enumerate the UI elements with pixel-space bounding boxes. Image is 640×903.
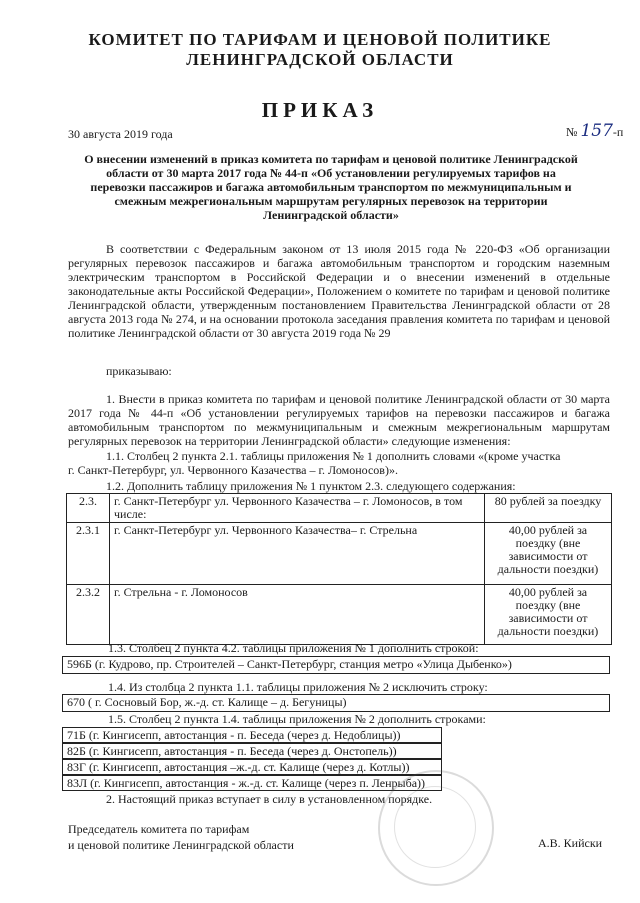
tariff-value: 40,00 рублей за поездку (вне зависимости от дальности поездки) <box>485 523 612 585</box>
route-name: г. Стрельна - г. Ломоносов <box>110 585 485 645</box>
tariff-table <box>66 493 612 645</box>
org-name-line2: ЛЕНИНГРАДСКОЙ ОБЛАСТИ <box>186 50 454 69</box>
item-2-line: 2. Настоящий приказ вступает в силу в установленном порядке. <box>106 792 433 806</box>
route-row-71b: 71Б (г. Кингисепп, автостанция - п. Беседа (через д. Недоблицы)) <box>62 727 442 743</box>
row-number: 2.3.2 <box>67 585 110 645</box>
number-prefix: № <box>566 125 578 139</box>
row-number: 2.3.1 <box>67 523 110 585</box>
signatory-position-line1: Председатель комитета по тарифам <box>68 822 250 836</box>
table-row <box>67 585 612 645</box>
signatory-name: А.В. Кийски <box>538 836 603 850</box>
row-number: 2.3. <box>67 494 110 523</box>
item-1-paragraph: 1. Внести в приказ комитета по тарифам и ценовой политике Ленинградской области от 30 марта 2017 года № 44-п «Об установлении регулируемых тарифов на перевозки пассажиров и багажа автомобильным транспортом по межмуниципальным и смежным межрегиональным маршрутам регулярных перевозок на территории Ленинградской области» следующие изменения: <box>68 392 610 448</box>
official-seal <box>378 770 494 886</box>
number-handwritten: 157 <box>580 121 613 141</box>
tariff-value: 80 рублей за поездку <box>485 494 612 523</box>
item-1-3-line: 1.3. Столбец 2 пункта 4.2. таблицы приложения № 1 дополнить строкой: <box>108 641 479 655</box>
route-row-83g: 83Г (г. Кингисепп, автостанция –ж.-д. ст. Калище (через д. Котлы)) <box>62 759 442 775</box>
item-1-1-line2: г. Санкт-Петербург, ул. Червонного Казачества – г. Ломоносов)». <box>68 463 398 477</box>
document-number <box>566 121 623 141</box>
number-suffix: -п <box>612 125 624 139</box>
route-row-82b: 82Б (г. Кингисепп, автостанция - п. Беседа (через д. Онстопель)) <box>62 743 442 759</box>
item-1-2-line: 1.2. Дополнить таблицу приложения № 1 пунктом 2.3. следующего содержания: <box>106 479 516 493</box>
document-date: 30 августа 2019 года <box>68 127 173 141</box>
preamble-paragraph: В соответствии с Федеральным законом от 13 июля 2015 года № 220-ФЗ «Об организации регулярных перевозок пассажиров и багажа автомобильным транспортом и городским наземным электрическим транспортом в Российской Федерации и о внесении изменений в отдельные законодательные акты Российской Федерации», Положением о комитете по тарифам и ценовой политике Ленинградской области, утвержденным постановлением Правительства Ленинградской области от 28 августа 2013 года № 274, и на основании протокола заседания правления комитета по тарифам и ценовой политике Ленинградской области от 30 августа 2019 года № 29 <box>68 242 610 340</box>
org-name-line1: КОМИТЕТ ПО ТАРИФАМ И ЦЕНОВОЙ ПОЛИТИКЕ <box>88 30 552 49</box>
route-row-596b: 596Б (г. Кудрово, пр. Строителей – Санкт-Петербург, станция метро «Улица Дыбенко») <box>62 656 610 674</box>
document-subject: О внесении изменений в приказ комитета по тарифам и ценовой политике Ленинградской области от 30 марта 2017 года № 44-п «Об установлении регулируемых тарифов на перевозки пассажиров и багажа автомобильным транспортом по межмуниципальным и смежным межрегиональным маршрутам регулярных перевозок на территории Ленинградской области» <box>84 152 578 222</box>
document-title: ПРИКАЗ <box>261 98 379 122</box>
route-name: г. Санкт-Петербург ул. Червонного Казачества – г. Ломоносов, в том числе: <box>110 494 485 523</box>
table-row <box>67 494 612 523</box>
item-1-5-line: 1.5. Столбец 2 пункта 1.4. таблицы приложения № 2 дополнить строками: <box>108 712 486 726</box>
route-name: г. Санкт-Петербург ул. Червонного Казачества– г. Стрельна <box>110 523 485 585</box>
tariff-value: 40,00 рублей за поездку (вне зависимости от дальности поездки) <box>485 585 612 645</box>
route-row-83l: 83Л (г. Кингисепп, автостанция - ж.-д. ст. Калище (через п. Ленрыба)) <box>62 775 442 791</box>
table-row <box>67 523 612 585</box>
signatory-position-line2: и ценовой политике Ленинградской области <box>68 838 294 852</box>
item-1-4-line: 1.4. Из столбца 2 пункта 1.1. таблицы приложения № 2 исключить строку: <box>108 680 488 694</box>
item-1-1-line1: 1.1. Столбец 2 пункта 2.1. таблицы приложения № 1 дополнить словами «(кроме участка <box>106 449 561 463</box>
order-word: приказываю: <box>106 364 172 378</box>
route-row-670: 670 ( г. Сосновый Бор, ж.-д. ст. Калище – д. Бегуницы) <box>62 694 610 712</box>
